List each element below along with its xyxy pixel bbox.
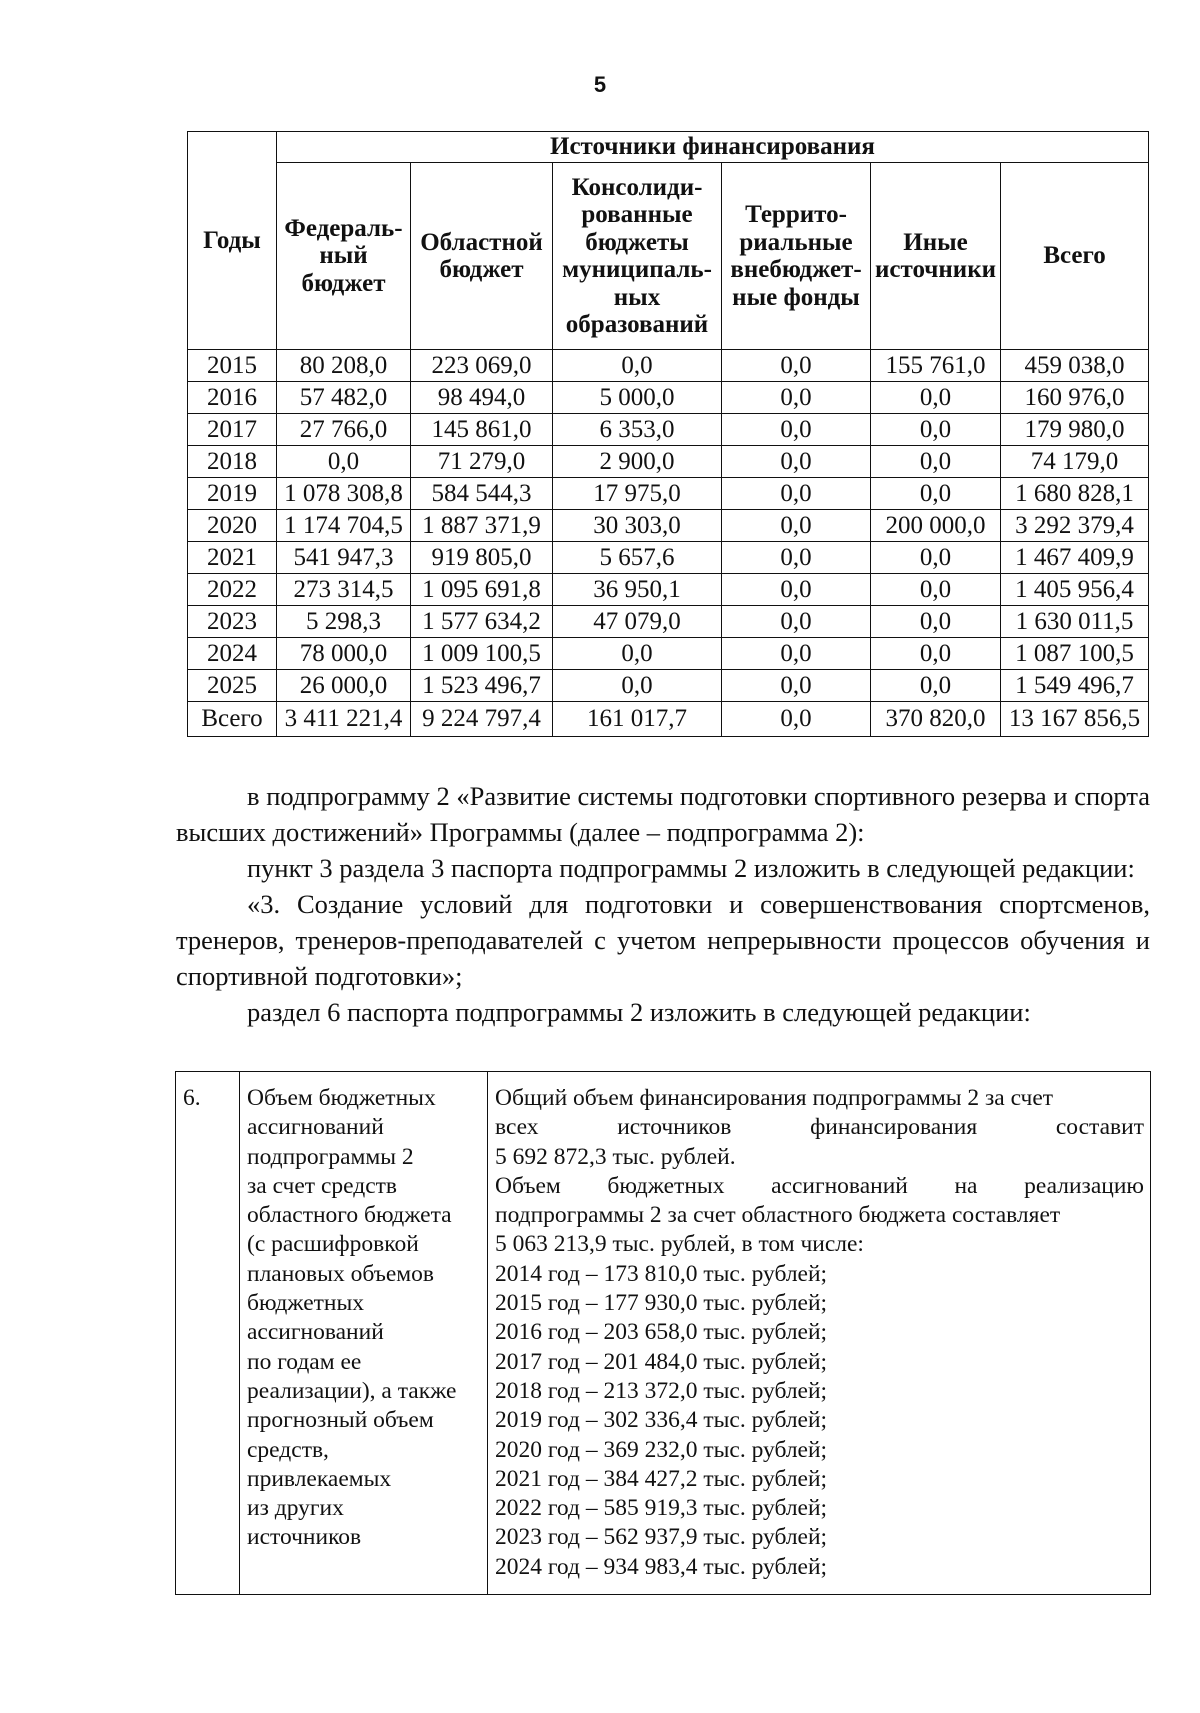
total-cell: 3 292 379,4 bbox=[1001, 510, 1149, 542]
year-amount-line: 2020 год – 369 232,0 тыс. рублей; bbox=[495, 1436, 828, 1463]
municipal-cell: 17 975,0 bbox=[553, 478, 722, 510]
regional-cell: 1 095 691,8 bbox=[411, 574, 553, 606]
territorial-cell: 0,0 bbox=[722, 478, 871, 510]
federal-cell: 80 208,0 bbox=[277, 350, 411, 382]
year-cell: 2020 bbox=[188, 510, 277, 542]
description-word: реализацию bbox=[1024, 1172, 1144, 1199]
total-cell: 179 980,0 bbox=[1001, 414, 1149, 446]
total-header: Всего bbox=[1001, 163, 1149, 350]
table-row bbox=[188, 350, 1149, 382]
table-row bbox=[188, 542, 1149, 574]
regional-cell: 71 279,0 bbox=[411, 446, 553, 478]
regional-cell: 584 544,3 bbox=[411, 478, 553, 510]
total-cell: 1 549 496,7 bbox=[1001, 670, 1149, 702]
table-row bbox=[188, 414, 1149, 446]
other-total-cell: 370 820,0 bbox=[871, 702, 1001, 737]
territorial-total-cell: 0,0 bbox=[722, 702, 871, 737]
description-word: финансирования bbox=[810, 1114, 978, 1141]
federal-cell: 26 000,0 bbox=[277, 670, 411, 702]
description-line bbox=[495, 1113, 1144, 1142]
section-name-line: из других bbox=[247, 1495, 344, 1522]
table-total-row bbox=[188, 702, 1149, 737]
description-word: Объем bbox=[495, 1172, 561, 1199]
regional-budget-header: Областной бюджет bbox=[411, 163, 553, 350]
other-cell: 155 761,0 bbox=[871, 350, 1001, 382]
section-name-line: по годам ее bbox=[247, 1348, 362, 1375]
municipal-cell: 47 079,0 bbox=[553, 606, 722, 638]
description-line: подпрограммы 2 за счет областного бюджета составляет bbox=[495, 1202, 1061, 1229]
federal-budget-header: Федераль-ный бюджет bbox=[277, 163, 411, 350]
regional-amount-line: 5 063 213,9 тыс. рублей, в том числе: bbox=[495, 1231, 864, 1258]
regional-cell: 145 861,0 bbox=[411, 414, 553, 446]
section-name-line: Объем бюджетных bbox=[247, 1085, 436, 1111]
year-cell: 2016 bbox=[188, 382, 277, 414]
regional-cell: 1 887 371,9 bbox=[411, 510, 553, 542]
federal-cell: 273 314,5 bbox=[277, 574, 411, 606]
municipal-cell: 36 950,1 bbox=[553, 574, 722, 606]
section-name-line: за счет средств bbox=[247, 1172, 397, 1199]
year-amount-line: 2021 год – 384 427,2 тыс. рублей; bbox=[495, 1465, 828, 1492]
section-name-line: бюджетных bbox=[247, 1290, 365, 1317]
section-number: 6. bbox=[176, 1072, 240, 1595]
table-row bbox=[188, 510, 1149, 542]
description-line bbox=[495, 1172, 1144, 1201]
passport-section-table bbox=[175, 1071, 1151, 1595]
total-label-cell: Всего bbox=[188, 702, 277, 737]
federal-cell: 541 947,3 bbox=[277, 542, 411, 574]
paragraph-subprogram-2: в подпрограмму 2 «Развитие системы подготовки спортивного резерва и спорта высших достижений» Программы (далее – подпрограмма 2): bbox=[176, 781, 1150, 847]
section-name-line: реализации), а также bbox=[247, 1377, 457, 1404]
other-cell: 0,0 bbox=[871, 382, 1001, 414]
federal-cell: 1 078 308,8 bbox=[277, 478, 411, 510]
amendment-text bbox=[176, 778, 1150, 1030]
year-cell: 2024 bbox=[188, 638, 277, 670]
total-cell: 1 405 956,4 bbox=[1001, 574, 1149, 606]
other-cell: 0,0 bbox=[871, 478, 1001, 510]
regional-cell: 919 805,0 bbox=[411, 542, 553, 574]
funding-table-subheader-row bbox=[188, 163, 1149, 350]
territorial-cell: 0,0 bbox=[722, 510, 871, 542]
federal-cell: 0,0 bbox=[277, 446, 411, 478]
description-word: бюджетных bbox=[607, 1172, 725, 1199]
regional-cell: 98 494,0 bbox=[411, 382, 553, 414]
table-row bbox=[188, 670, 1149, 702]
other-cell: 0,0 bbox=[871, 414, 1001, 446]
section-name-line: (с расшифровкой bbox=[247, 1231, 419, 1258]
territorial-cell: 0,0 bbox=[722, 670, 871, 702]
regional-cell: 1 523 496,7 bbox=[411, 670, 553, 702]
federal-cell: 5 298,3 bbox=[277, 606, 411, 638]
municipal-budgets-header: Консолиди-рованные бюджеты муниципаль-ных образований bbox=[553, 163, 722, 350]
section-name-line: средств, bbox=[247, 1436, 329, 1463]
section-description bbox=[488, 1072, 1151, 1595]
year-amount-line: 2024 год – 934 983,4 тыс. рублей; bbox=[495, 1553, 828, 1580]
year-amount-line: 2015 год – 177 930,0 тыс. рублей; bbox=[495, 1290, 828, 1317]
table-row bbox=[188, 574, 1149, 606]
description-word: на bbox=[954, 1172, 978, 1199]
other-cell: 0,0 bbox=[871, 638, 1001, 670]
other-cell: 0,0 bbox=[871, 670, 1001, 702]
year-cell: 2025 bbox=[188, 670, 277, 702]
territorial-cell: 0,0 bbox=[722, 446, 871, 478]
regional-cell: 1 009 100,5 bbox=[411, 638, 553, 670]
municipal-total-cell: 161 017,7 bbox=[553, 702, 722, 737]
section-name-line: ассигнований bbox=[247, 1319, 384, 1346]
section-name-line: ассигнований bbox=[247, 1114, 384, 1141]
year-cell: 2018 bbox=[188, 446, 277, 478]
year-cell: 2017 bbox=[188, 414, 277, 446]
federal-cell: 78 000,0 bbox=[277, 638, 411, 670]
municipal-cell: 30 303,0 bbox=[553, 510, 722, 542]
table-row bbox=[188, 382, 1149, 414]
municipal-cell: 5 000,0 bbox=[553, 382, 722, 414]
page-number: 5 bbox=[593, 72, 607, 97]
section-name-line: привлекаемых bbox=[247, 1465, 392, 1492]
territorial-cell: 0,0 bbox=[722, 606, 871, 638]
year-amount-line: 2019 год – 302 336,4 тыс. рублей; bbox=[495, 1407, 828, 1434]
other-cell: 200 000,0 bbox=[871, 510, 1001, 542]
paragraph-quote-point-3: «3. Создание условий для подготовки и совершенствования спортсменов, тренеров, тренеров-преподавателей с учетом непрерывности процессов обучения и спортивной подготовки»; bbox=[176, 889, 1150, 991]
total-amount-line: 5 692 872,3 тыс. рублей. bbox=[495, 1143, 736, 1170]
total-cell: 160 976,0 bbox=[1001, 382, 1149, 414]
total-cell: 74 179,0 bbox=[1001, 446, 1149, 478]
section-name-line: областного бюджета bbox=[247, 1202, 452, 1229]
other-cell: 0,0 bbox=[871, 542, 1001, 574]
grand-total-cell: 13 167 856,5 bbox=[1001, 702, 1149, 737]
year-cell: 2021 bbox=[188, 542, 277, 574]
paragraph-section-6: раздел 6 паспорта подпрограммы 2 изложить в следующей редакции: bbox=[247, 997, 1031, 1027]
territorial-cell: 0,0 bbox=[722, 542, 871, 574]
section-name-line: прогнозный объем bbox=[247, 1407, 434, 1434]
year-cell: 2019 bbox=[188, 478, 277, 510]
municipal-cell: 0,0 bbox=[553, 350, 722, 382]
table-row bbox=[188, 638, 1149, 670]
year-amount-line: 2022 год – 585 919,3 тыс. рублей; bbox=[495, 1495, 828, 1522]
other-cell: 0,0 bbox=[871, 606, 1001, 638]
years-header: Годы bbox=[188, 132, 277, 350]
total-cell: 1 467 409,9 bbox=[1001, 542, 1149, 574]
table-row bbox=[188, 446, 1149, 478]
territorial-funds-header: Террито-риальные внебюджет-ные фонды bbox=[722, 163, 871, 350]
table-row bbox=[188, 478, 1149, 510]
federal-cell: 57 482,0 bbox=[277, 382, 411, 414]
other-cell: 0,0 bbox=[871, 574, 1001, 606]
municipal-cell: 0,0 bbox=[553, 638, 722, 670]
section-name-line: плановых объемов bbox=[247, 1260, 434, 1287]
federal-total-cell: 3 411 221,4 bbox=[277, 702, 411, 737]
other-sources-header: Иные источники bbox=[871, 163, 1001, 350]
description-line: Общий объем финансирования подпрограммы 2 за счет bbox=[495, 1085, 1054, 1111]
passport-row bbox=[176, 1072, 1151, 1595]
section-name-line: источников bbox=[247, 1524, 362, 1551]
year-amount-line: 2023 год – 562 937,9 тыс. рублей; bbox=[495, 1524, 828, 1551]
paragraph-point-3: пункт 3 раздела 3 паспорта подпрограммы 2 изложить в следующей редакции: bbox=[247, 853, 1135, 883]
section-name bbox=[240, 1072, 488, 1595]
section-name-line: подпрограммы 2 bbox=[247, 1143, 414, 1170]
territorial-cell: 0,0 bbox=[722, 414, 871, 446]
federal-cell: 1 174 704,5 bbox=[277, 510, 411, 542]
municipal-cell: 0,0 bbox=[553, 670, 722, 702]
territorial-cell: 0,0 bbox=[722, 382, 871, 414]
sources-group-header: Источники финансирования bbox=[277, 132, 1149, 163]
year-amount-line: 2016 год – 203 658,0 тыс. рублей; bbox=[495, 1319, 828, 1346]
other-cell: 0,0 bbox=[871, 446, 1001, 478]
funding-table bbox=[187, 131, 1149, 737]
year-cell: 2022 bbox=[188, 574, 277, 606]
total-cell: 459 038,0 bbox=[1001, 350, 1149, 382]
description-word: всех bbox=[495, 1114, 539, 1141]
year-cell: 2015 bbox=[188, 350, 277, 382]
year-amount-line: 2018 год – 213 372,0 тыс. рублей; bbox=[495, 1377, 828, 1404]
table-row bbox=[188, 606, 1149, 638]
total-cell: 1 630 011,5 bbox=[1001, 606, 1149, 638]
regional-total-cell: 9 224 797,4 bbox=[411, 702, 553, 737]
description-word: источников bbox=[617, 1114, 732, 1141]
territorial-cell: 0,0 bbox=[722, 574, 871, 606]
description-word: ассигнований bbox=[771, 1172, 908, 1199]
year-cell: 2023 bbox=[188, 606, 277, 638]
total-cell: 1 087 100,5 bbox=[1001, 638, 1149, 670]
regional-cell: 1 577 634,2 bbox=[411, 606, 553, 638]
funding-table-header-row bbox=[188, 132, 1149, 163]
territorial-cell: 0,0 bbox=[722, 350, 871, 382]
municipal-cell: 5 657,6 bbox=[553, 542, 722, 574]
year-amount-line: 2017 год – 201 484,0 тыс. рублей; bbox=[495, 1348, 828, 1375]
regional-cell: 223 069,0 bbox=[411, 350, 553, 382]
municipal-cell: 6 353,0 bbox=[553, 414, 722, 446]
year-amount-line: 2014 год – 173 810,0 тыс. рублей; bbox=[495, 1260, 828, 1287]
total-cell: 1 680 828,1 bbox=[1001, 478, 1149, 510]
territorial-cell: 0,0 bbox=[722, 638, 871, 670]
description-word: составит bbox=[1055, 1114, 1144, 1141]
municipal-cell: 2 900,0 bbox=[553, 446, 722, 478]
federal-cell: 27 766,0 bbox=[277, 414, 411, 446]
